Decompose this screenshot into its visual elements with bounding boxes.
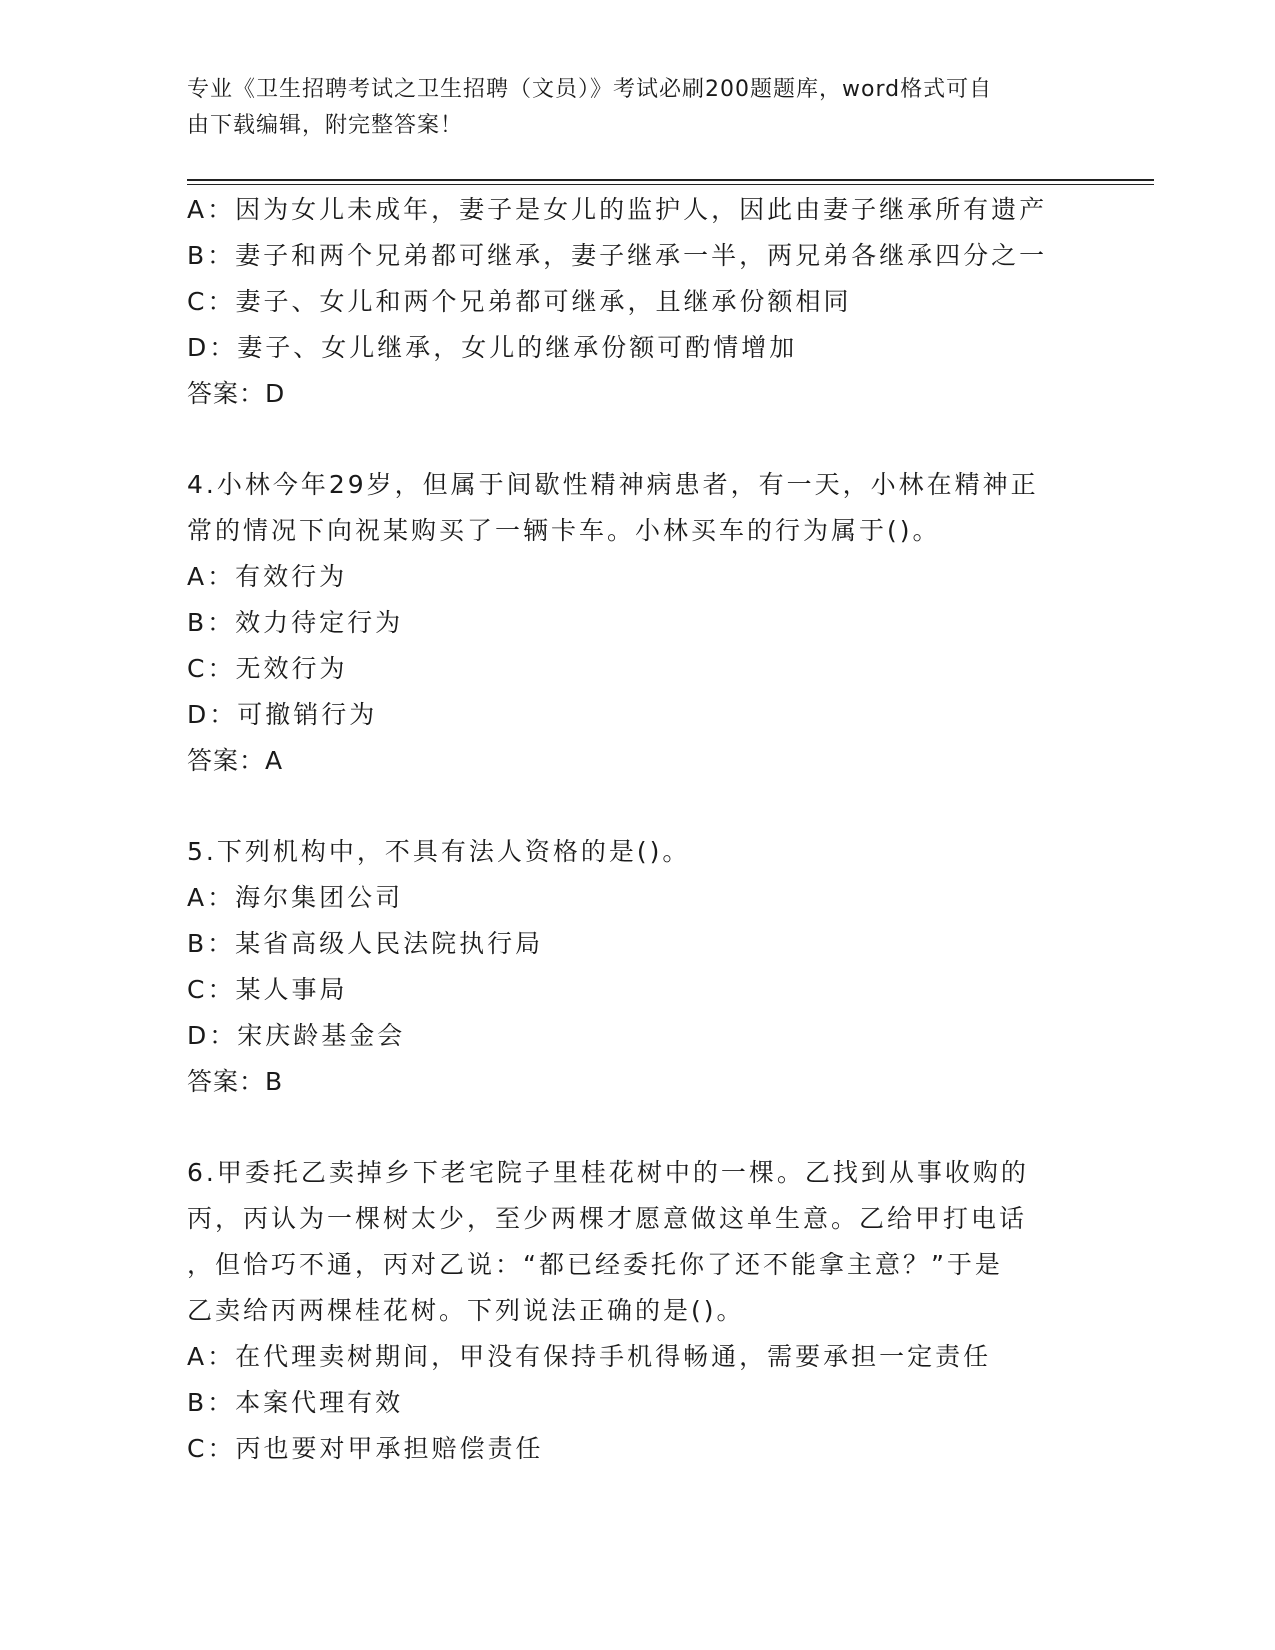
- question-stem: 6.甲委托乙卖掉乡下老宅院子里桂花树中的一棵。乙找到从事收购的: [187, 1158, 1029, 1187]
- header-divider-thin: [187, 184, 1154, 185]
- header-line-1: 专业《卫生招聘考试之卫生招聘（文员）》考试必刷200题题库，word格式可自: [187, 77, 993, 102]
- question-stem: 4.小林今年29岁，但属于间歇性精神病患者，有一天，小林在精神正: [187, 470, 1039, 499]
- question-stem: 丙，丙认为一棵树太少，至少两棵才愿意做这单生意。乙给甲打电话: [187, 1204, 1028, 1233]
- question-stem: 常的情况下向祝某购买了一辆卡车。小林买车的行为属于()。: [187, 516, 941, 545]
- option-b: B：本案代理有效: [187, 1388, 404, 1417]
- answer: 答案：A: [187, 746, 284, 775]
- question-6: [187, 1150, 1087, 1472]
- option-a: A：海尔集团公司: [187, 883, 404, 912]
- question-4: [187, 462, 1087, 784]
- question-3: [187, 187, 1087, 417]
- option-a: A：有效行为: [187, 562, 348, 591]
- question-stem: 5.下列机构中，不具有法人资格的是()。: [187, 837, 691, 866]
- answer: 答案：D: [187, 379, 286, 408]
- question-5: [187, 829, 1087, 1105]
- answer: 答案：B: [187, 1067, 284, 1096]
- document-header: [187, 72, 1087, 144]
- option-b: B：妻子和两个兄弟都可继承，妻子继承一半，两兄弟各继承四分之一: [187, 241, 1048, 270]
- question-stem: 乙卖给丙两棵桂花树。下列说法正确的是()。: [187, 1296, 745, 1325]
- header-divider-thick: [187, 179, 1154, 181]
- option-d: D：可撤销行为: [187, 700, 378, 729]
- option-b: B：效力待定行为: [187, 608, 404, 637]
- option-c: C：妻子、女儿和两个兄弟都可继承，且继承份额相同: [187, 287, 852, 316]
- header-line-2: 由下载编辑，附完整答案！: [187, 113, 464, 138]
- question-list: [187, 187, 1087, 1472]
- option-b: B：某省高级人民法院执行局: [187, 929, 544, 958]
- option-c: C：某人事局: [187, 975, 348, 1004]
- option-a: A：因为女儿未成年，妻子是女儿的监护人，因此由妻子继承所有遗产: [187, 195, 1048, 224]
- question-stem: ，但恰巧不通，丙对乙说：“都已经委托你了还不能拿主意？”于是: [187, 1250, 1003, 1279]
- option-a: A：在代理卖树期间，甲没有保持手机得畅通，需要承担一定责任: [187, 1342, 992, 1371]
- option-c: C：丙也要对甲承担赔偿责任: [187, 1434, 544, 1463]
- option-d: D：妻子、女儿继承，女儿的继承份额可酌情增加: [187, 333, 798, 362]
- option-d: D：宋庆龄基金会: [187, 1021, 406, 1050]
- option-c: C：无效行为: [187, 654, 348, 683]
